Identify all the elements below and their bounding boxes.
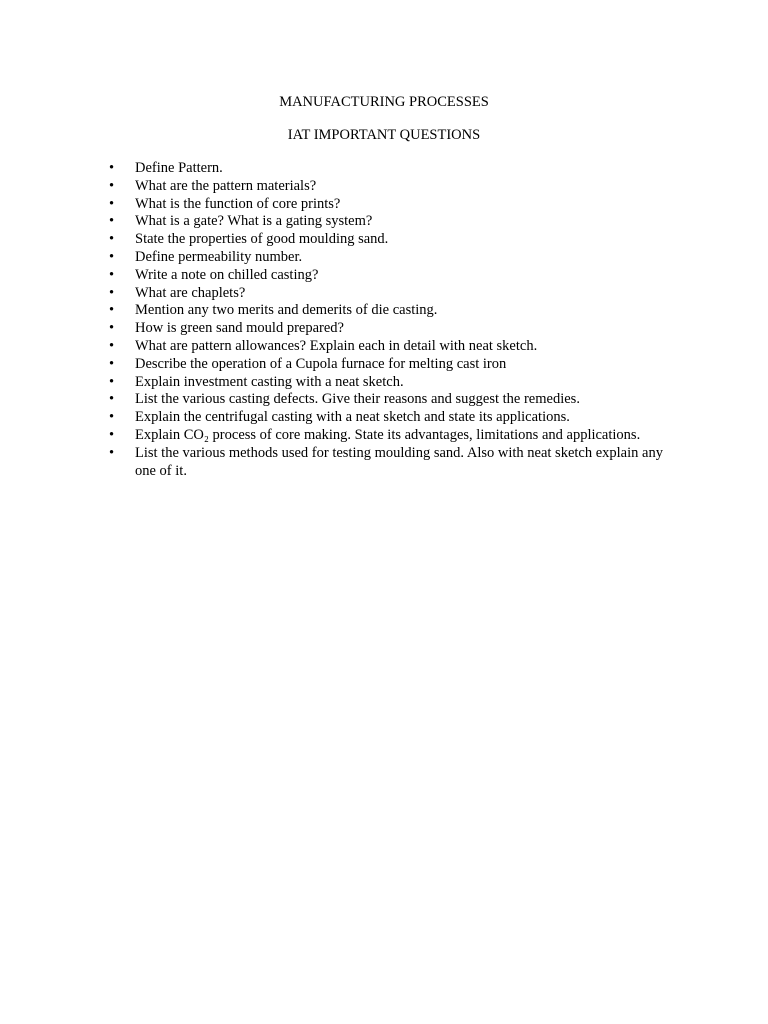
question-item <box>109 231 669 249</box>
bullet-icon: • <box>109 337 115 354</box>
bullet-icon: • <box>109 213 115 230</box>
question-text: Describe the operation of a Cupola furnace for melting cast iron <box>135 355 507 372</box>
question-text: Mention any two merits and demerits of die casting. <box>135 302 438 319</box>
document-subtitle: IAT IMPORTANT QUESTIONS <box>287 127 481 143</box>
question-text: What are the pattern materials? <box>135 177 317 194</box>
bullet-icon: • <box>109 391 115 408</box>
bullet-icon: • <box>109 248 115 265</box>
question-list <box>109 160 669 480</box>
bullet-icon: • <box>109 444 115 461</box>
bullet-icon: • <box>109 320 115 337</box>
question-item <box>109 285 669 303</box>
bullet-icon: • <box>109 284 115 301</box>
question-text: What are pattern allowances? Explain each in detail with neat sketch. <box>135 337 538 354</box>
question-text: What is a gate? What is a gating system? <box>135 213 373 230</box>
bullet-icon: • <box>109 302 115 319</box>
question-item <box>109 356 669 374</box>
question-text: Explain the centrifugal casting with a neat sketch and state its applications. <box>135 409 570 426</box>
question-item <box>109 445 669 481</box>
question-text: List the various casting defects. Give their reasons and suggest the remedies. <box>135 391 580 408</box>
bullet-icon: • <box>109 426 115 443</box>
question-text: Define permeability number. <box>135 248 303 265</box>
question-item <box>109 196 669 214</box>
question-text: Define Pattern. <box>135 160 223 176</box>
question-item <box>109 391 669 409</box>
bullet-icon: • <box>109 266 115 283</box>
question-item <box>109 427 669 445</box>
question-text: State the properties of good moulding sand. <box>135 231 389 248</box>
question-item <box>109 409 669 427</box>
bullet-icon: • <box>109 195 115 212</box>
document-title: MANUFACTURING PROCESSES <box>279 94 489 110</box>
question-item <box>109 178 669 196</box>
question-text: What is the function of core prints? <box>135 195 341 212</box>
bullet-icon: • <box>109 373 115 390</box>
question-text: What are chaplets? <box>135 284 246 301</box>
question-text: Explain CO₂ process of core making. State its advantages, limitations and applications. <box>135 426 641 443</box>
question-item <box>109 160 669 178</box>
bullet-icon: • <box>109 177 115 194</box>
bullet-icon: • <box>109 409 115 426</box>
question-item <box>109 249 669 267</box>
question-item <box>109 267 669 285</box>
question-item <box>109 302 669 320</box>
bullet-icon: • <box>109 355 115 372</box>
question-item <box>109 338 669 356</box>
question-item <box>109 320 669 338</box>
bullet-icon: • <box>109 160 115 176</box>
question-text: List the various methods used for testing moulding sand. Also with neat sketch explain any one of it. <box>135 444 663 479</box>
question-text: Write a note on chilled casting? <box>135 266 319 283</box>
question-item <box>109 374 669 392</box>
bullet-icon: • <box>109 231 115 248</box>
question-item <box>109 213 669 231</box>
question-text: Explain investment casting with a neat sketch. <box>135 373 404 390</box>
question-text: How is green sand mould prepared? <box>135 320 344 337</box>
